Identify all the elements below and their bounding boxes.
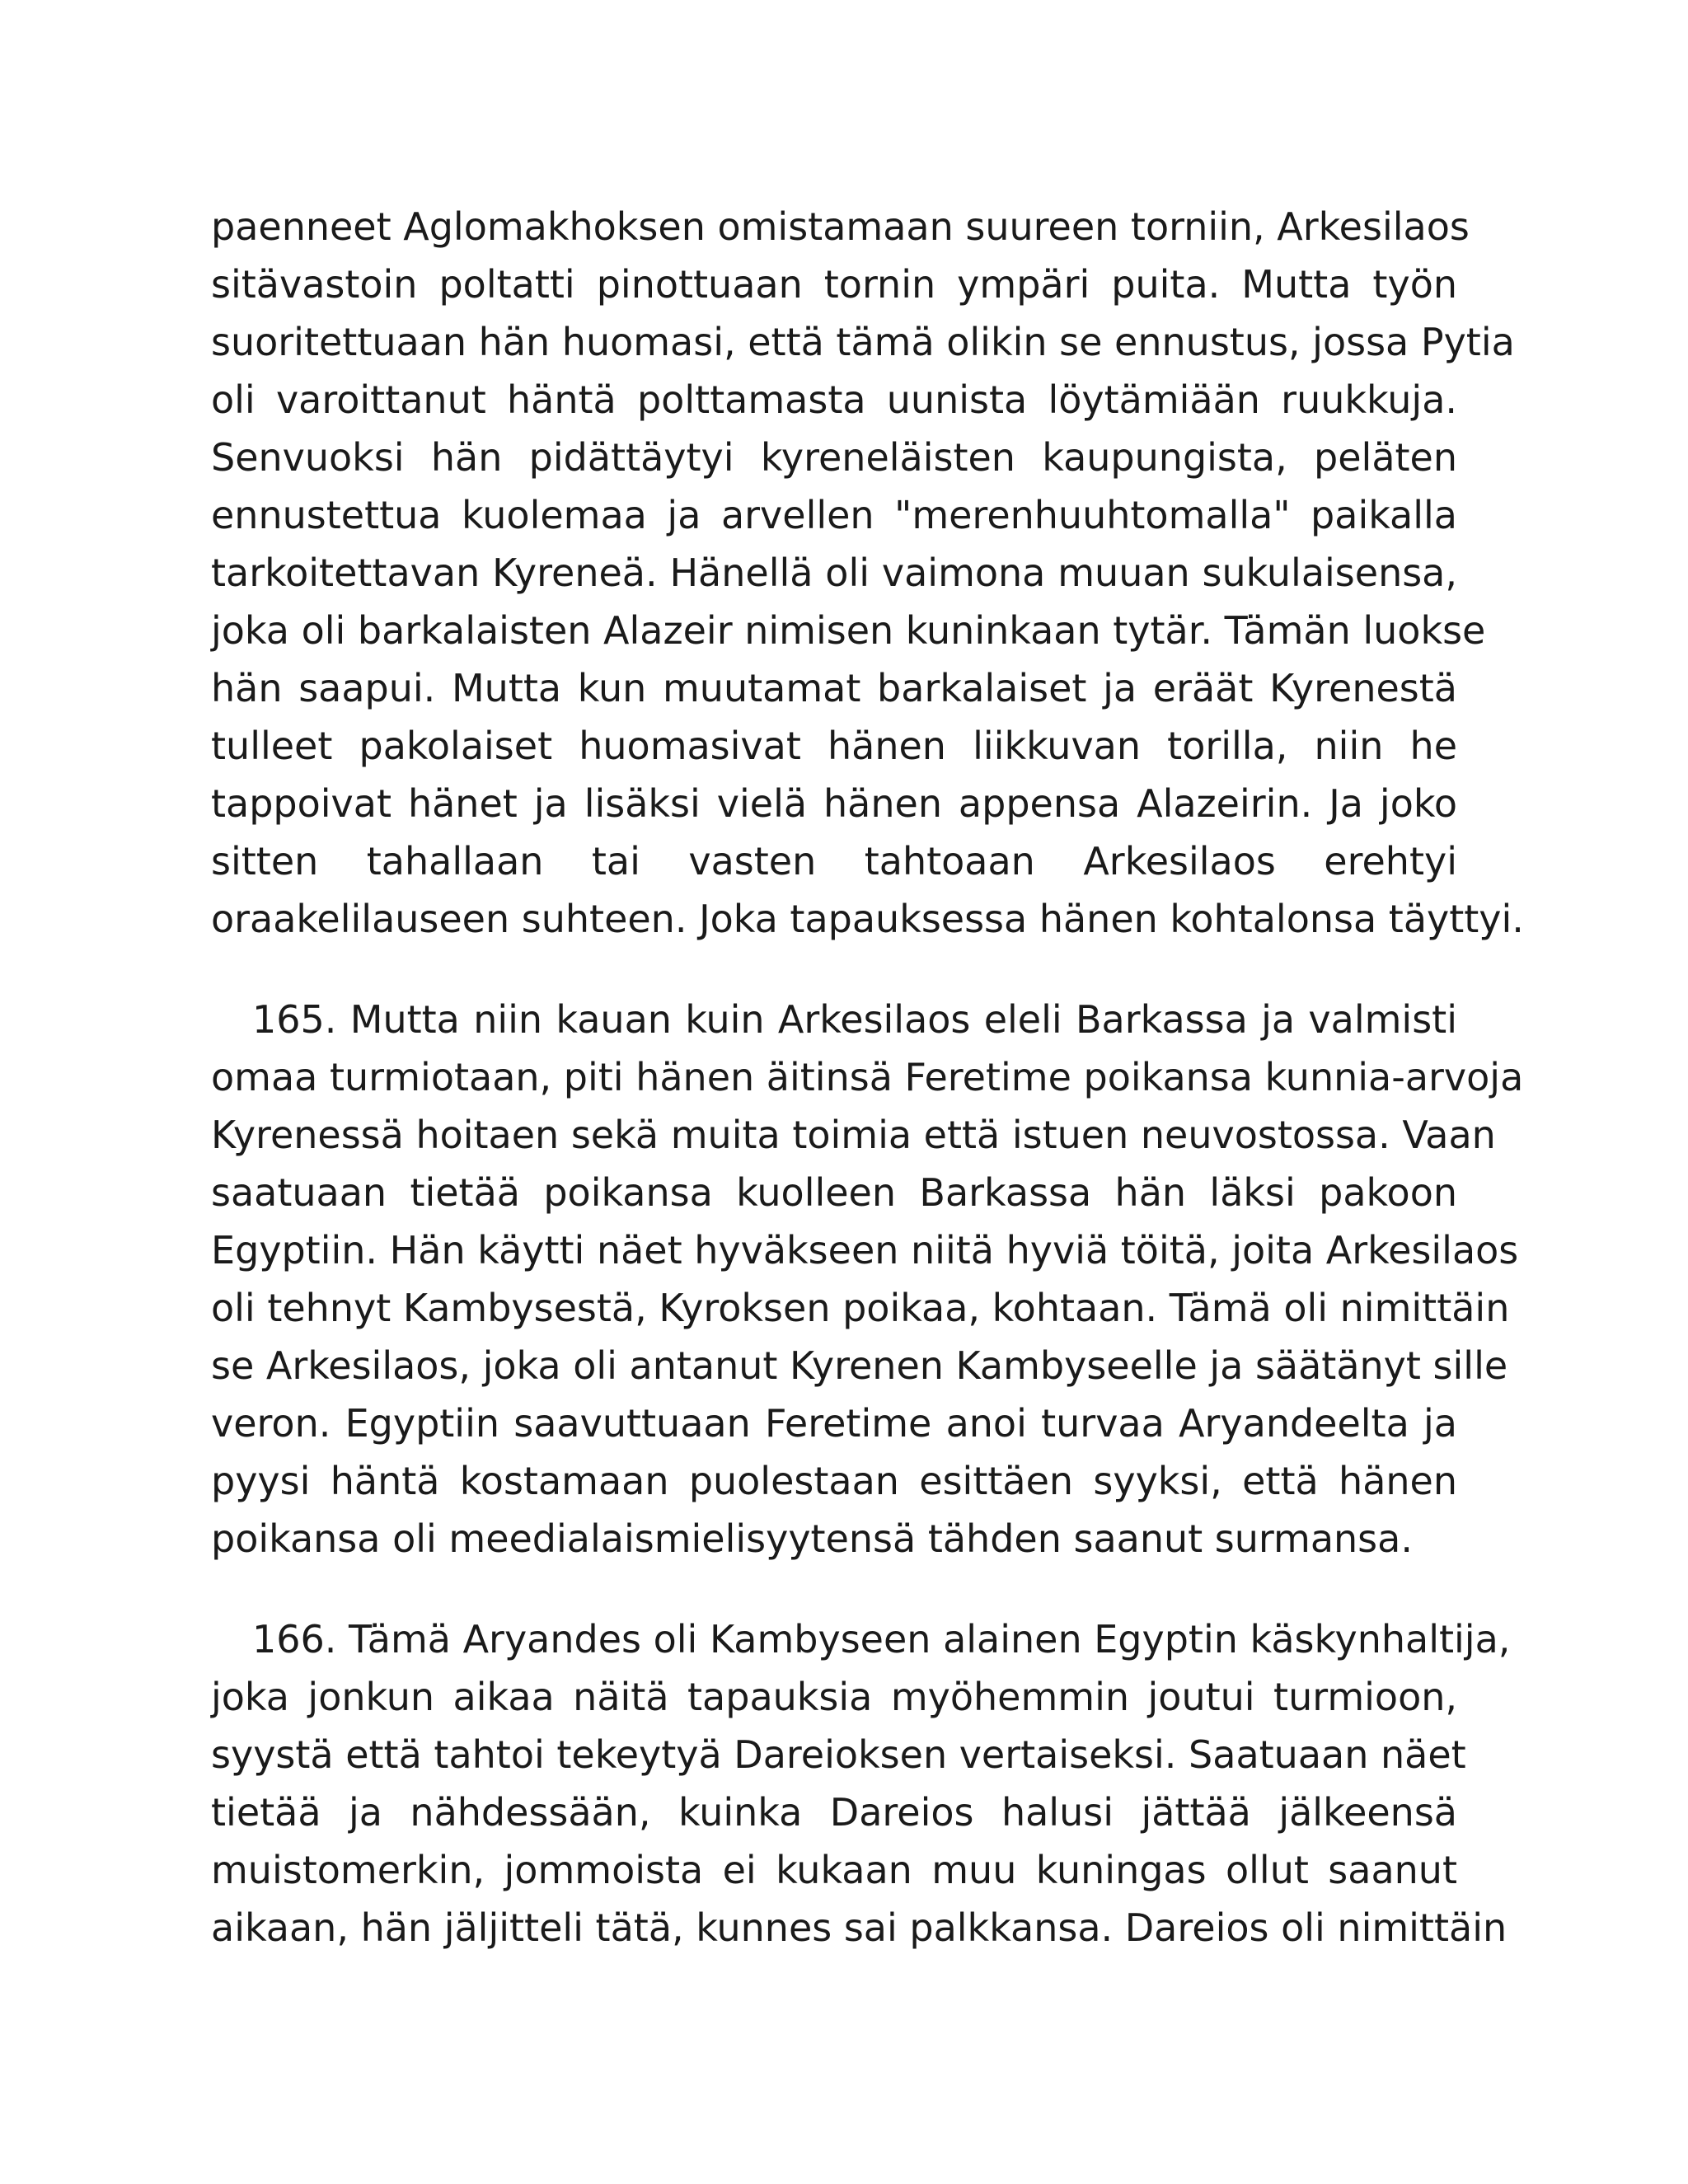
text-line: suoritettuaan hän huomasi, että tämä olikin se ennustus, jossa Pytia [211, 320, 1515, 364]
text-line: ennustettua kuolemaa ja arvellen "merenhuuhtomalla" paikalla [211, 493, 1457, 537]
paragraph-section-166 [211, 1610, 1511, 1957]
text-line: poikansa oli meedialaismielisyytensä tähden saanut surmansa. [211, 1516, 1413, 1561]
paragraph-continuation [211, 198, 1524, 948]
text-line: veron. Egyptiin saavuttuaan Feretime anoi turvaa Aryandeelta ja [211, 1401, 1457, 1446]
text-line: omaa turmiotaan, piti hänen äitinsä Feretime poikansa kunnia-arvoja [211, 1055, 1524, 1099]
text-line: oraakelilauseen suhteen. Joka tapauksessa hänen kohtalonsa täyttyi. [211, 897, 1524, 941]
text-line: oli varoittanut häntä polttamasta uunista löytämiään ruukkuja. [211, 377, 1457, 422]
text-line: Kyrenessä hoitaen sekä muita toimia että istuen neuvostossa. Vaan [211, 1113, 1496, 1157]
text-line: hän saapui. Mutta kun muutamat barkalaiset ja eräät Kyrenestä [211, 666, 1457, 710]
text-line: pyysi häntä kostamaan puolestaan esittäen syyksi, että hänen [211, 1459, 1457, 1503]
text-line: se Arkesilaos, joka oli antanut Kyrenen Kambyseelle ja säätänyt sille [211, 1343, 1508, 1388]
text-line: aikaan, hän jäljitteli tätä, kunnes sai palkkansa. Dareios oli nimittäin [211, 1905, 1507, 1950]
text-line: oli tehnyt Kambysestä, Kyroksen poikaa, kohtaan. Tämä oli nimittäin [211, 1286, 1510, 1330]
body-text [211, 198, 1524, 1957]
text-line: Egyptiin. Hän käytti näet hyväkseen niitä hyviä töitä, joita Arkesilaos [211, 1228, 1519, 1272]
text-line: tarkoitettavan Kyreneä. Hänellä oli vaimona muuan sukulaisensa, [211, 551, 1457, 595]
text-line: saatuaan tietää poikansa kuolleen Barkassa hän läksi pakoon [211, 1170, 1457, 1215]
text-line: joka oli barkalaisten Alazeir nimisen kuninkaan tytär. Tämän luokse [211, 608, 1486, 653]
text-line: 165. Mutta niin kauan kuin Arkesilaos eleli Barkassa ja valmisti [252, 997, 1457, 1042]
paragraph-spacer [211, 1568, 1457, 1610]
text-line: 166. Tämä Aryandes oli Kambyseen alainen Egyptin käskynhaltija, [252, 1617, 1511, 1661]
text-line: muistomerkin, jommoista ei kukaan muu kuningas ollut saanut [211, 1848, 1457, 1892]
paragraph-section-165 [211, 991, 1524, 1568]
text-line: Senvuoksi hän pidättäytyi kyreneläisten kaupungista, peläten [211, 435, 1457, 480]
paragraph-spacer [211, 948, 1457, 991]
text-line: joka jonkun aikaa näitä tapauksia myöhemmin joutui turmioon, [211, 1675, 1457, 1719]
text-line: tulleet pakolaiset huomasivat hänen liikkuvan torilla, niin he [211, 724, 1457, 768]
text-line: sitten tahallaan tai vasten tahtoaan Arkesilaos erehtyi [211, 839, 1457, 883]
text-line: tappoivat hänet ja lisäksi vielä hänen appensa Alazeirin. Ja joko [211, 781, 1457, 826]
text-line: syystä että tahtoi tekeytyä Dareioksen vertaiseksi. Saatuaan näet [211, 1732, 1466, 1777]
text-line: paenneet Aglomakhoksen omistamaan suureen torniin, Arkesilaos [211, 204, 1470, 249]
text-line: sitävastoin poltatti pinottuaan tornin ympäri puita. Mutta työn [211, 262, 1457, 307]
text-line: tietää ja nähdessään, kuinka Dareios halusi jättää jälkeensä [211, 1790, 1457, 1835]
